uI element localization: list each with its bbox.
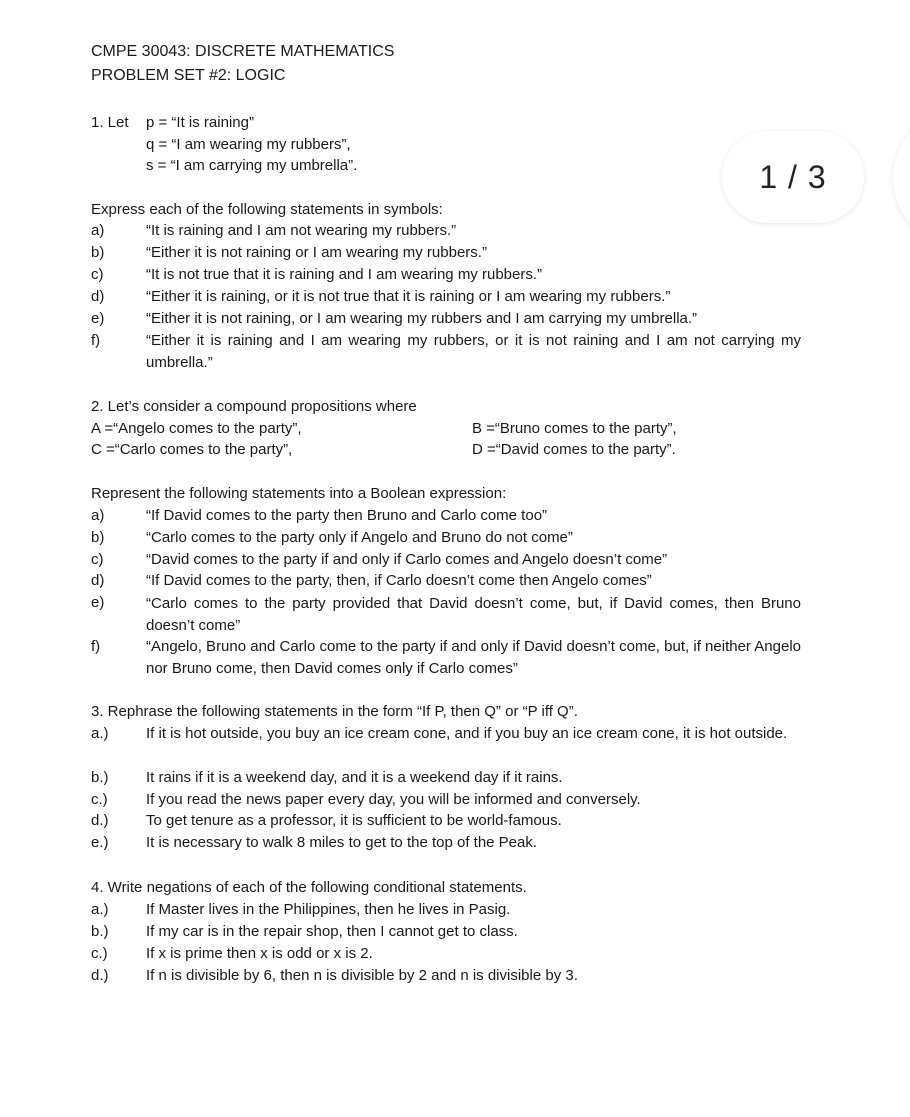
q4-intro: 4. Write negations of each of the following conditional statements.	[91, 879, 527, 896]
q2-item-c-label: c)	[91, 551, 104, 568]
page-indicator: 1 / 3	[722, 131, 864, 223]
q1-item-d-text: “Either it is raining, or it is not true that it is raining or I am wearing my rubbers.”	[146, 288, 671, 305]
q2-item-a-label: a)	[91, 507, 105, 524]
q4-item-a-text: If Master lives in the Philippines, then he lives in Pasig.	[146, 901, 511, 918]
q4-item-d-label: d.)	[91, 967, 109, 984]
q2-item-f-text: “Angelo, Bruno and Carlo come to the party if and only if David doesn’t come, but, if neither Angelo nor Bruno come, then David comes only if Carlo comes”	[146, 638, 801, 677]
q2-item-d-text: “If David comes to the party, then, if Carlo doesn’t come then Angelo comes”	[146, 572, 652, 589]
q1-def-q: q = “I am wearing my rubbers”,	[146, 136, 351, 153]
q2-item-a-text: “If David comes to the party then Bruno and Carlo come too”	[146, 507, 548, 524]
q3-item-d-label: d.)	[91, 812, 109, 829]
q3-item-d-text: To get tenure as a professor, it is sufficient to be world-famous.	[146, 812, 562, 829]
q1-lead: 1. Let	[91, 114, 129, 131]
q2-def-d: D =“David comes to the party”.	[472, 441, 676, 458]
q3-item-b-text: It rains if it is a weekend day, and it is a weekend day if it rains.	[146, 769, 563, 786]
q2-item-e-label: e)	[91, 594, 105, 611]
q1-item-c-label: c)	[91, 266, 104, 283]
q1-item-a-label: a)	[91, 222, 105, 239]
q1-item-d-label: d)	[91, 288, 105, 305]
q2-item-f-label: f)	[91, 638, 101, 655]
q1-item-a-text: “It is raining and I am not wearing my rubbers.”	[146, 222, 457, 239]
q1-item-e-label: e)	[91, 310, 105, 327]
q1-item-e-text: “Either it is not raining, or I am wearing my rubbers and I am carrying my umbrella.”	[146, 310, 698, 327]
problem-set-title: PROBLEM SET #2: LOGIC	[91, 67, 286, 84]
q3-item-a-label: a.)	[91, 725, 109, 742]
q1-item-b-label: b)	[91, 244, 105, 261]
q1-item-c-text: “It is not true that it is raining and I am wearing my rubbers.”	[146, 266, 542, 283]
q3-item-c-text: If you read the news paper every day, you will be informed and conversely.	[146, 791, 641, 808]
q2-item-e-text: “Carlo comes to the party provided that David doesn’t come, but, if David comes, then Bruno doesn’t come”	[146, 595, 801, 634]
q2-item-d-label: d)	[91, 572, 105, 589]
document-header	[91, 40, 394, 88]
q4-item-c-label: c.)	[91, 945, 108, 962]
q2-def-b: B =“Bruno comes to the party”,	[472, 420, 677, 437]
q1-def-p: p = “It is raining”	[146, 114, 254, 131]
q1-instruction: Express each of the following statements in symbols:	[91, 201, 443, 218]
course-title: CMPE 30043: DISCRETE MATHEMATICS	[91, 43, 395, 60]
q3-item-e-label: e.)	[91, 834, 109, 851]
q4-item-b-text: If my car is in the repair shop, then I cannot get to class.	[146, 923, 518, 940]
q3-item-a-text: If it is hot outside, you buy an ice cream cone, and if you buy an ice cream cone, it is hot outside.	[146, 725, 788, 742]
q1-item-b-text: “Either it is not raining or I am wearing my rubbers.”	[146, 244, 487, 261]
q2-def-c: C =“Carlo comes to the party”,	[91, 441, 293, 458]
q3-item-c-label: c.)	[91, 791, 108, 808]
q4-item-d-text: If n is divisible by 6, then n is divisible by 2 and n is divisible by 3.	[146, 967, 578, 984]
q4-item-c-text: If x is prime then x is odd or x is 2.	[146, 945, 373, 962]
q4-item-b-label: b.)	[91, 923, 109, 940]
q2-intro: 2. Let’s consider a compound propositions where	[91, 398, 417, 415]
q2-instruction: Represent the following statements into a Boolean expression:	[91, 485, 507, 502]
q2-item-c-text: “David comes to the party if and only if Carlo comes and Angelo doesn’t come”	[146, 551, 668, 568]
q4-item-a-label: a.)	[91, 901, 109, 918]
q3-item-e-text: It is necessary to walk 8 miles to get to the top of the Peak.	[146, 834, 538, 851]
q3-intro: 3. Rephrase the following statements in the form “If P, then Q” or “P iff Q”.	[91, 703, 578, 720]
q1-item-f-label: f)	[91, 332, 101, 349]
q2-item-b-label: b)	[91, 529, 105, 546]
q2-def-a: A =“Angelo comes to the party”,	[91, 420, 302, 437]
q3-item-b-label: b.)	[91, 769, 109, 786]
q2-item-b-text: “Carlo comes to the party only if Angelo and Bruno do not come”	[146, 529, 573, 546]
q1-def-s: s = “I am carrying my umbrella”.	[146, 157, 358, 174]
q1-item-f-text: “Either it is raining and I am wearing my rubbers, or it is not raining and I am not carrying my umbrella.”	[146, 332, 801, 371]
